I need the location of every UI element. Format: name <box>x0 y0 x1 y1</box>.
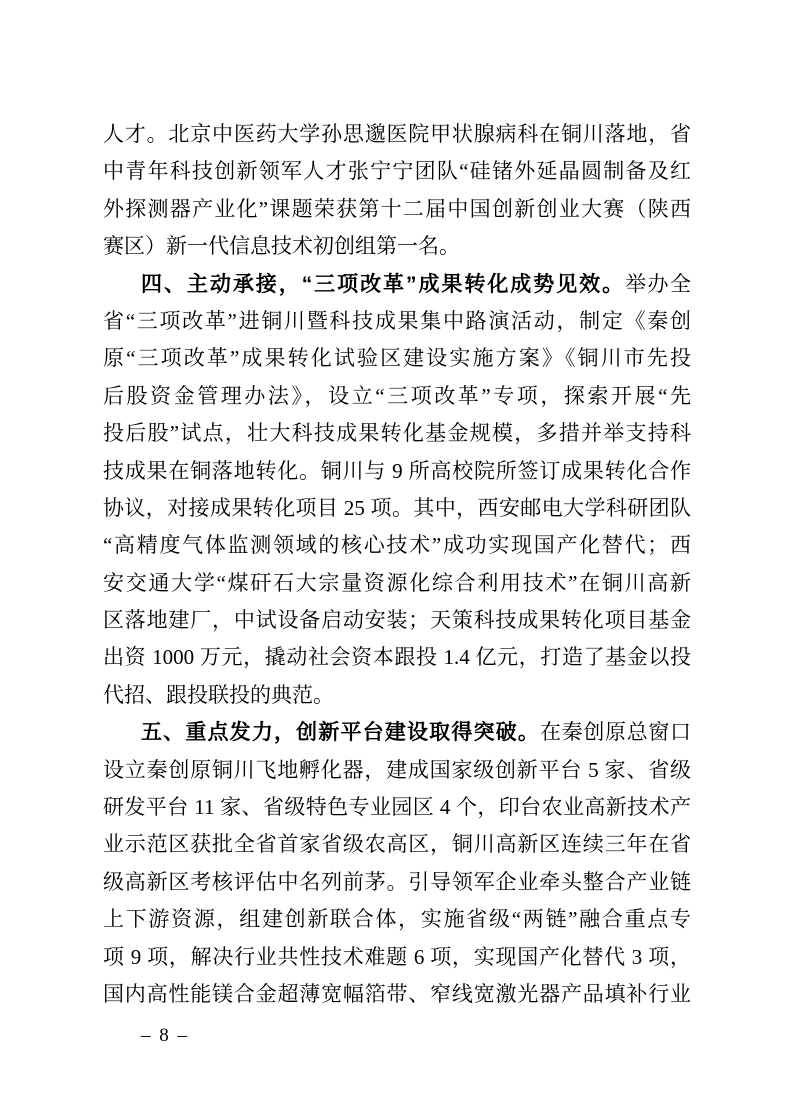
text-line <box>103 714 691 751</box>
text-line <box>103 565 691 602</box>
text-line <box>103 789 691 826</box>
body-text-run: 国内高性能镁合金超薄宽幅箔带、窄线宽激光器产品填补行业 <box>103 981 691 1006</box>
body-text-run: 协议，对接成果转化项目 25 项。其中，西安邮电大学科研团队 <box>103 495 691 520</box>
text-line <box>103 303 691 340</box>
body-text-run: 代招、跟投联投的典范。 <box>103 682 334 707</box>
text-line <box>103 826 691 863</box>
text-line <box>103 677 691 714</box>
body-text-run: 项 9 项，解决行业共性技术难题 6 项，实现国产化替代 3 项， <box>103 944 691 969</box>
text-line <box>103 939 691 976</box>
body-text-run: 在秦创原总窗口 <box>540 720 691 745</box>
text-line <box>103 527 691 564</box>
text-line <box>103 191 691 228</box>
text-line <box>103 901 691 938</box>
paragraph-heading-run: 四、主动承接，“三项改革”成果转化成势见效。 <box>141 272 626 296</box>
body-text-run: 后股资金管理办法》，设立“三项改革”专项，探索开展“先 <box>103 383 691 408</box>
text-line <box>103 153 691 190</box>
body-text-run: 出资 1000 万元，撬动社会资本跟投 1.4 亿元，打造了基金以投 <box>103 645 691 670</box>
body-text-run: 级高新区考核评估中名列前茅。引导领军企业牵头整合产业链 <box>103 869 691 894</box>
body-text-run: 区落地建厂，中试设备启动安装；天策科技成果转化项目基金 <box>103 608 691 633</box>
body-text-run: 投后股”试点，壮大科技成果转化基金规模，多措并举支持科 <box>103 421 691 446</box>
text-line <box>103 266 691 303</box>
body-text-run: 安交通大学“煤矸石大宗量资源化综合利用技术”在铜川高新 <box>103 570 691 595</box>
paragraph-heading-run: 五、重点发力，创新平台建设取得突破。 <box>141 721 540 745</box>
text-line <box>103 228 691 265</box>
body-text-run: 中青年科技创新领军人才张宁宁团队“硅锗外延晶圆制备及红 <box>103 159 691 184</box>
body-text-run: 原“三项改革”成果转化试验区建设实施方案》《铜川市先投 <box>103 346 691 371</box>
text-line <box>103 976 691 1013</box>
body-text-run: “高精度气体监测领域的核心技术”成功实现国产化替代；西 <box>103 533 691 558</box>
body-text-run: 研发平台 11 家、省级特色专业园区 4 个，印台农业高新技术产 <box>103 795 691 820</box>
body-text-run: 外探测器产业化”课题荣获第十二届中国创新创业大赛（陕西 <box>103 196 691 221</box>
body-text-run: 赛区）新一代信息技术初创组第一名。 <box>103 234 460 259</box>
text-line <box>103 378 691 415</box>
body-text-run: 业示范区获批全省首家省级农高区，铜川高新区连续三年在省 <box>103 832 691 857</box>
body-text-run: 举办全 <box>625 271 692 296</box>
page-number: – 8 – <box>141 1025 189 1046</box>
text-line <box>103 639 691 676</box>
document-body <box>103 116 691 1013</box>
text-line <box>103 453 691 490</box>
body-text-run: 省“三项改革”进铜川暨科技成果集中路演活动，制定《秦创 <box>103 308 691 333</box>
body-text-run: 人才。北京中医药大学孙思邈医院甲状腺病科在铜川落地，省 <box>103 122 691 146</box>
body-text-run: 技成果在铜落地转化。铜川与 9 所高校院所签订成果转化合作 <box>103 458 691 483</box>
text-line <box>103 752 691 789</box>
text-line <box>103 415 691 452</box>
body-text-run: 上下游资源，组建创新联合体，实施省级“两链”融合重点专 <box>103 907 691 932</box>
text-line <box>103 116 691 153</box>
text-line <box>103 602 691 639</box>
text-line <box>103 864 691 901</box>
text-line <box>103 340 691 377</box>
body-text-run: 设立秦创原铜川飞地孵化器，建成国家级创新平台 5 家、省级 <box>103 757 691 782</box>
text-line <box>103 490 691 527</box>
